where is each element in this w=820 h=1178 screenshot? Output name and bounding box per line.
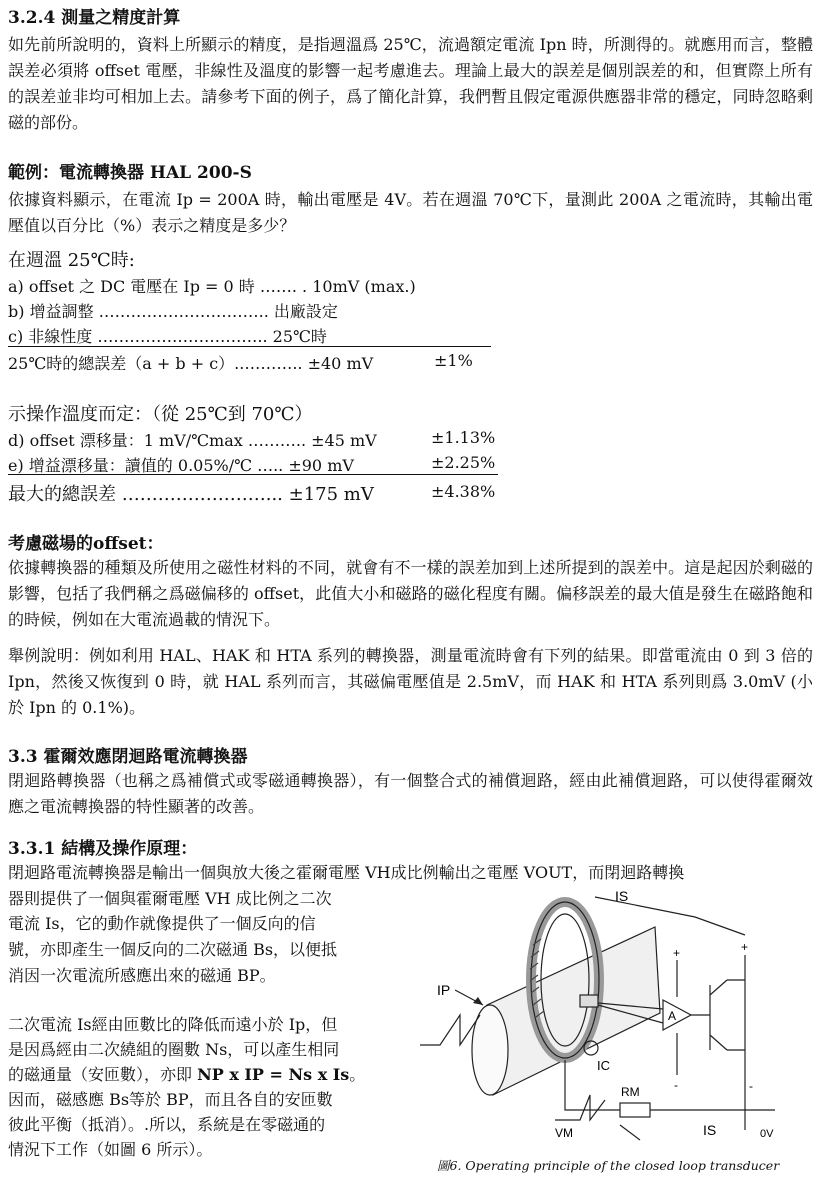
item-a-offset: a) offset 之 DC 電壓在 Ip = 0 時 ……. . 10mV (max.): [8, 277, 416, 296]
principle-line-6: 二次電流 Is經由匝數比的降低而遠小於 Ip，但: [8, 1015, 338, 1034]
total-error-25c-percent: ±1%: [434, 351, 473, 370]
item-e-percent: ±2.25%: [431, 453, 496, 472]
minus-label: -: [749, 1079, 753, 1093]
principle-line-10: 彼此平衡（抵消）。.所以，系統是在零磁通的: [8, 1115, 326, 1134]
ic-label: IC: [597, 1058, 610, 1073]
vm-waveform: [555, 1095, 605, 1120]
is-top-label: IS: [615, 888, 629, 904]
measuring-resistor: [620, 1103, 650, 1117]
principle-line-3: 電流 Is，它的動作就像提供了一個反向的信: [8, 914, 316, 933]
max-total-error-percent: ±4.38%: [431, 482, 496, 501]
principle-line-4: 號，亦即產生一個反向的二次磁通 Bs，以便抵: [8, 940, 338, 959]
hall-sensor: [580, 995, 598, 1007]
item-c-nonlinearity: c) 非線性度 ………………………….. 25℃時: [8, 327, 327, 346]
ip-label: IP: [437, 982, 451, 998]
at-25c-heading: 在週溫 25℃時:: [8, 250, 135, 271]
is-bottom-label: IS: [703, 1122, 717, 1138]
total-error-25c: 25℃時的總誤差（a + b + c）..……….. ±40 mV: [8, 354, 374, 373]
principle-line-2: 器則提供了一個與霍爾電壓 VH 成比例之二次: [8, 889, 332, 908]
principle-line-7: 是因爲經由二次繞組的圈數 Ns，可以產生相同: [8, 1040, 340, 1059]
item-b-gain: b) 增益調整 ………………………….. 出廠設定: [8, 302, 338, 321]
minus-label: -: [674, 1078, 678, 1092]
principle-line-11: 情況下工作（如圖 6 所示）。: [8, 1140, 213, 1159]
example-title: 範例：電流轉換器 HAL 200-S: [8, 163, 252, 183]
figure-caption: 圖6. Operating principle of the closed loop transducer: [437, 1158, 780, 1173]
principle-line-8: 的磁通量（安匝數），亦即 NP x IP = Ns x Is。: [8, 1065, 366, 1084]
vm-label: VM: [555, 1126, 573, 1140]
principle-line-1: 閉迴路電流轉換器是輸出一個與放大後之霍爾電壓 VH成比例輸出之電壓 VOUT，而閉迴路轉換: [8, 863, 685, 882]
zero-volt-label: 0V: [760, 1128, 774, 1140]
transistor-connections: [727, 980, 745, 1050]
item-e-gain-drift: e) 增益漂移量：讀值的 0.05%/℃ ….. ±90 mV: [8, 456, 354, 475]
paragraph-accuracy: 如先前所說明的，資料上所顯示的精度，是指週溫爲 25℃，流過額定電流 Ipn 時，所測得的。就應用而言，整體誤差必須將 offset 電壓，非線性及溫度的影響一起考慮進去。理論上最大的誤差是個別誤差的和，但實際上所有的誤差並非均可相加上去。請參考下面的例子，爲了簡化計算，我們暫且假定電源供應器非常的穩定，同時忽略剩磁的部份。: [8, 35, 813, 132]
supply-rails: [677, 955, 745, 1130]
primary-waveform: [420, 1015, 480, 1045]
offset-paragraph: 依據轉換器的種類及所使用之磁性材料的不同，就會有不一樣的誤差加到上述所提到的誤差中。這是起因於剩磁的影響，包括了我們稱之爲磁偏移的 offset，此值大小和磁路的磁化程度有關。偏移誤差的最大值是發生在磁路飽和的時候，例如在大電流過載的情況下。: [8, 558, 813, 629]
section-title-3-3: 3.3 霍爾效應閉迴路電流轉換器: [8, 747, 248, 767]
max-total-error: 最大的總誤差 ……………………... ±175 mV: [8, 484, 374, 505]
section-title-3-2-4: 3.2.4 測量之精度計算: [8, 8, 181, 28]
rm-label: RM: [621, 1085, 640, 1099]
closed-loop-paragraph: 閉迴路轉換器（也稱之爲補償式或零磁通轉換器），有一個整合式的補償迴路，經由此補償迴路，可以使得霍爾效應之電流轉換器的特性顯著的改善。: [8, 771, 813, 816]
output-transistors: [691, 980, 727, 1050]
amplifier-label: A: [668, 1009, 677, 1023]
is-arrow: [620, 1125, 640, 1140]
offset-example-paragraph: 舉例說明：例如利用 HAL、HAK 和 HTA 系列的轉換器，測量電流時會有下列的結果。即當電流由 0 到 3 倍的 Ipn，然後又恢復到 0 時，就 HAL 系列而言，其磁偏電壓值是 2.5mV，而 HAK 和 HTA 系列則爲 3.0mV (小於 Ipn 的 0.1%)。: [8, 646, 813, 717]
divider-line: [8, 474, 498, 475]
item-d-offset-drift: d) offset 漂移量：1 mV/℃max ……….. ±45 mV: [8, 431, 377, 450]
conductor-body: [487, 927, 660, 1095]
section-title-3-3-1: 3.3.1 結構及操作原理：: [8, 839, 198, 859]
ampere-turn-equation: NP x IP = Ns x Is: [197, 1065, 350, 1084]
item-d-percent: ±1.13%: [431, 428, 496, 447]
offset-title: 考慮磁場的offset：: [8, 534, 164, 554]
plus-label: +: [673, 946, 681, 960]
example-paragraph: 依據資料顯示，在電流 Ip = 200A 時，輸出電壓是 4V。若在週溫 70℃下，量測此 200A 之電流時，其輸出電壓值以百分比（%）表示之精度是多少？: [8, 190, 813, 235]
divider-line: [8, 346, 491, 347]
closed-loop-transducer-diagram: [415, 885, 815, 1155]
principle-line-5: 消因一次電流所感應出來的磁通 BP。: [8, 966, 276, 985]
operating-temp-heading: 示操作溫度而定：（從 25℃到 70℃）: [8, 404, 313, 425]
principle-line-9: 因而，磁感應 Bs等於 BP，而且各自的安匝數: [8, 1090, 333, 1109]
plus-label: +: [741, 940, 749, 954]
